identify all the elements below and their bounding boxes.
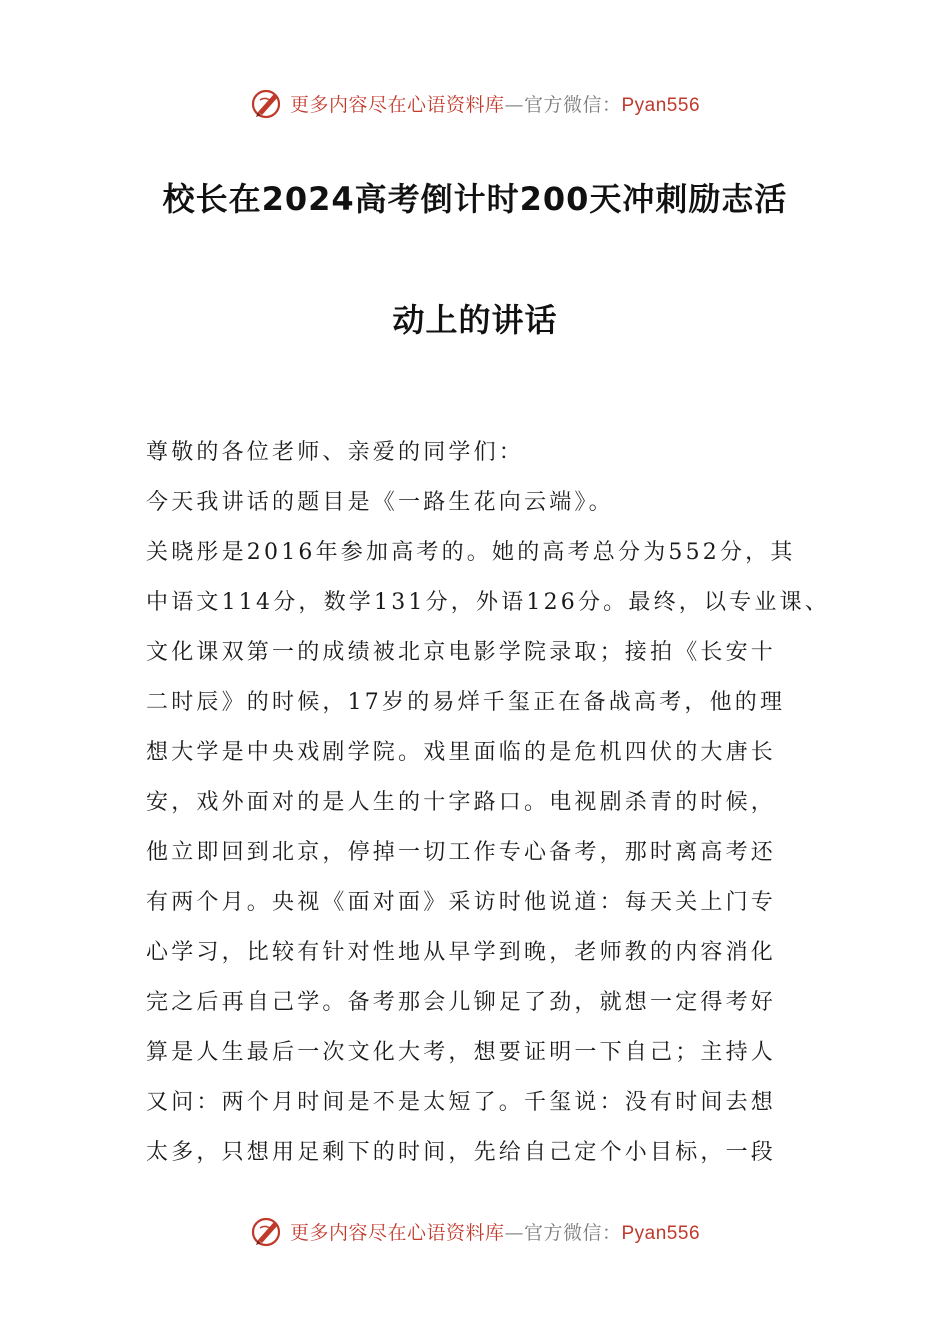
body-line: 中语文114分，数学131分，外语126分。最终，以专业课、: [146, 590, 830, 615]
banner-separator: —: [504, 93, 524, 116]
banner-wechat-id: Pyan556: [621, 1222, 701, 1244]
banner-separator: —: [504, 1221, 524, 1244]
body-line: 完之后再自己学。备考那会儿铆足了劲，就想一定得考好: [146, 990, 777, 1015]
body-line: 算是人生最后一次文化大考，想要证明一下自己；主持人: [146, 1040, 777, 1065]
body-line: 心学习，比较有针对性地从早学到晚，老师教的内容消化: [146, 940, 777, 965]
body-line: 尊敬的各位老师、亲爱的同学们：: [146, 440, 525, 465]
banner-wechat-id: Pyan556: [621, 94, 701, 116]
banner-title: 更多内容尽在心语资料库: [289, 93, 505, 116]
banner-wechat-label: 官方微信：: [523, 1221, 622, 1244]
document-body: [146, 428, 836, 1178]
document-title-line-2: 动上的讲话: [392, 301, 558, 339]
banner-wechat-label: 官方微信：: [523, 93, 622, 116]
body-line: 有两个月。央视《面对面》采访时他说道：每天关上门专: [146, 890, 777, 915]
header-banner: [0, 83, 950, 123]
pen-logo-icon: [250, 86, 284, 120]
body-line: 关晓彤是2016年参加高考的。她的高考总分为552分，其: [146, 540, 796, 565]
body-line: 安，戏外面对的是人生的十字路口。电视剧杀青的时候，: [146, 790, 777, 815]
body-line: 想大学是中央戏剧学院。戏里面临的是危机四伏的大唐长: [146, 740, 777, 765]
footer-banner: [0, 1211, 950, 1251]
body-line: 二时辰》的时候，17岁的易烊千玺正在备战高考，他的理: [146, 690, 786, 715]
body-line: 太多，只想用足剩下的时间，先给自己定个小目标，一段: [146, 1140, 777, 1165]
body-line: 今天我讲话的题目是《一路生花向云端》。: [146, 490, 614, 515]
document-title-line-1: 校长在2024高考倒计时200天冲刺励志活: [162, 180, 788, 218]
banner-title: 更多内容尽在心语资料库: [289, 1221, 505, 1244]
body-line: 他立即回到北京，停掉一切工作专心备考，那时离高考还: [146, 840, 777, 865]
body-line: 又问：两个月时间是不是太短了。千玺说：没有时间去想: [146, 1090, 777, 1115]
pen-logo-icon: [250, 1214, 284, 1248]
body-line: 文化课双第一的成绩被北京电影学院录取；接拍《长安十: [146, 640, 777, 665]
